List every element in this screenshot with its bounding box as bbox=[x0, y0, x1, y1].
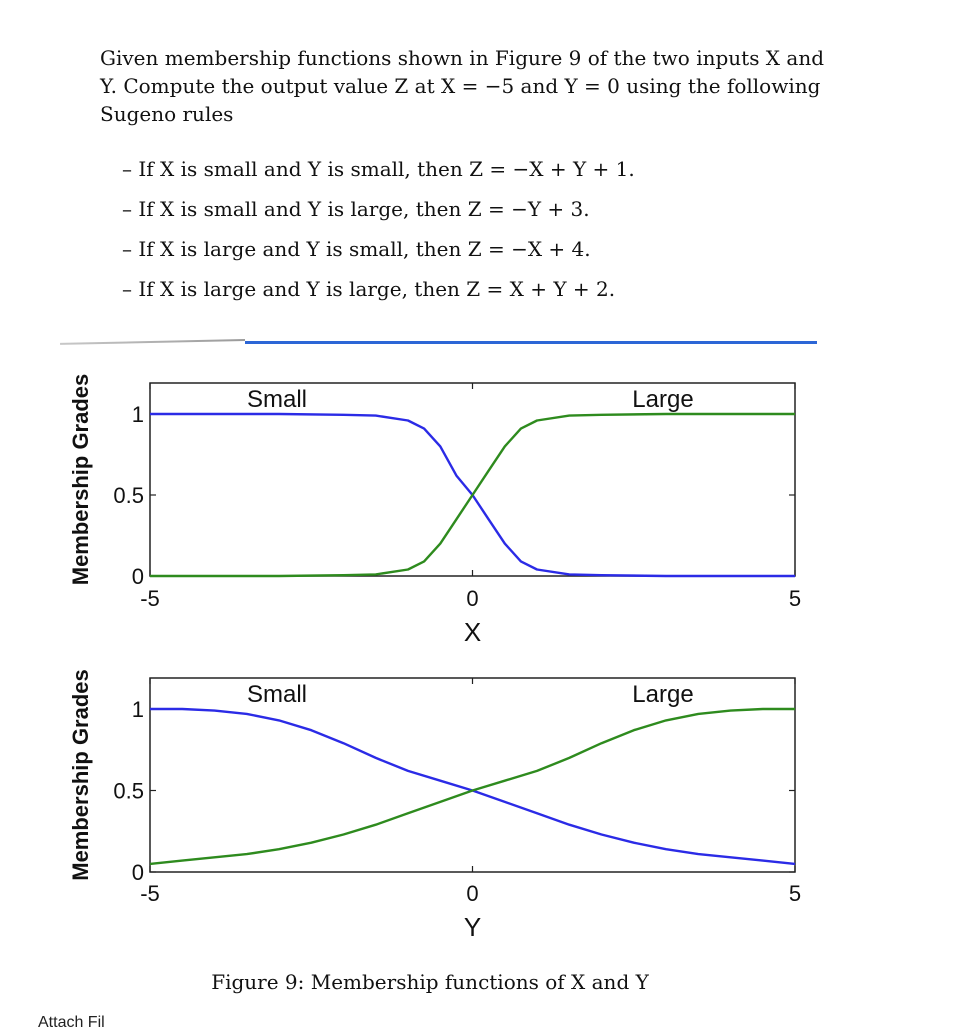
x-tick-label: 0 bbox=[466, 586, 479, 611]
rule-1: – If X is small and Y is small, then Z = −X + Y + 1. bbox=[122, 152, 635, 192]
attach-file-label[interactable]: Attach Fil bbox=[38, 1014, 105, 1031]
annotation-large: Large bbox=[632, 681, 694, 708]
rule-4: – If X is large and Y is large, then Z = X + Y + 2. bbox=[122, 272, 635, 312]
x-tick-label: -5 bbox=[140, 586, 160, 611]
figure-caption: Figure 9: Membership functions of X and Y bbox=[211, 970, 649, 994]
rule-3: – If X is large and Y is small, then Z = −X + 4. bbox=[122, 232, 635, 272]
annotation-small: Small bbox=[246, 386, 308, 413]
y-tick-label: 0.5 bbox=[113, 483, 144, 508]
x-tick-label: 5 bbox=[788, 586, 802, 611]
x-tick-label: 5 bbox=[788, 881, 802, 906]
problem-statement: Given membership functions shown in Figure 9 of the two inputs X and Y. Compute the output value Z at X = −5 and Y = 0 using the following Sugeno rules bbox=[100, 46, 825, 126]
y-tick-label: 0 bbox=[131, 564, 144, 589]
x-tick-label: 0 bbox=[466, 881, 479, 906]
x-axis-label: Y bbox=[463, 912, 482, 942]
y-tick-label: 1 bbox=[131, 697, 144, 722]
y-axis-label: Membership Grades bbox=[68, 373, 93, 586]
rule-2: – If X is small and Y is large, then Z = −Y + 3. bbox=[122, 192, 635, 232]
y-tick-label: 0 bbox=[131, 860, 144, 885]
y-axis-label: Membership Grades bbox=[68, 669, 93, 881]
annotation-large: Large bbox=[632, 386, 694, 413]
x-tick-label: -5 bbox=[140, 881, 160, 906]
x-axis-label: X bbox=[463, 617, 482, 647]
y-tick-label: 0.5 bbox=[113, 778, 144, 804]
y-tick-label: 1 bbox=[131, 402, 144, 427]
annotation-small: Small bbox=[246, 681, 308, 708]
